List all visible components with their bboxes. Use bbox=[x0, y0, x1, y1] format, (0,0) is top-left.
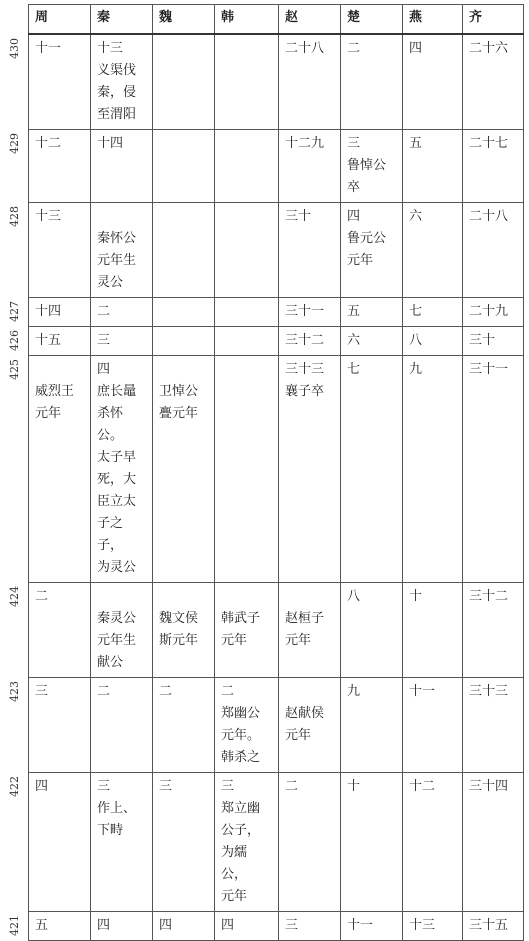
table-row bbox=[29, 327, 524, 356]
table-cell bbox=[153, 356, 215, 583]
cell-line bbox=[97, 206, 146, 228]
cell-line: 五 bbox=[347, 304, 361, 319]
cell-line bbox=[285, 586, 334, 608]
cell-line: 四 bbox=[221, 918, 235, 933]
table-cell bbox=[279, 130, 341, 203]
cell-line: 元年生 bbox=[97, 253, 137, 268]
table-cell bbox=[215, 298, 279, 327]
table-cell bbox=[91, 912, 153, 941]
cell-line: 元年 bbox=[285, 728, 312, 743]
cell-line: 二十七 bbox=[469, 136, 509, 151]
cell-line: 赵献侯 bbox=[285, 706, 325, 721]
table-cell bbox=[279, 298, 341, 327]
cell-line: 六 bbox=[347, 333, 361, 348]
cell-line bbox=[97, 586, 146, 608]
cell-line: 二 bbox=[221, 684, 235, 699]
cell-line bbox=[159, 359, 208, 381]
cell-line: 五 bbox=[409, 136, 423, 151]
table-cell bbox=[341, 298, 403, 327]
cell-line: 元年。 bbox=[221, 728, 261, 743]
table-cell bbox=[29, 327, 91, 356]
table-cell bbox=[341, 356, 403, 583]
table-row bbox=[29, 203, 524, 298]
table-cell bbox=[403, 912, 463, 941]
cell-line: 二 bbox=[97, 304, 111, 319]
cell-line: 灵公 bbox=[97, 275, 124, 290]
cell-line: 死，大 bbox=[97, 472, 137, 487]
cell-line: 下畤 bbox=[97, 823, 124, 838]
cell-line: 十二 bbox=[35, 136, 62, 151]
year-label: 427 bbox=[7, 301, 21, 322]
cell-line: 十三 bbox=[35, 209, 62, 224]
cell-line: 八 bbox=[347, 589, 361, 604]
table-cell bbox=[91, 34, 153, 130]
table-cell bbox=[91, 203, 153, 298]
header-zhou: 周 bbox=[29, 5, 91, 35]
table-cell bbox=[403, 356, 463, 583]
table-cell bbox=[341, 773, 403, 912]
cell-line: 二 bbox=[35, 589, 49, 604]
header-qin: 秦 bbox=[91, 5, 153, 35]
cell-line bbox=[35, 359, 84, 381]
table-cell bbox=[403, 678, 463, 773]
cell-line: 三 bbox=[97, 333, 111, 348]
year-label: 426 bbox=[7, 330, 21, 351]
cell-line: 四 bbox=[35, 779, 49, 794]
cell-line: 元年 bbox=[221, 889, 248, 904]
cell-line: 四 bbox=[97, 918, 111, 933]
table-cell bbox=[463, 203, 524, 298]
cell-line: 十三 bbox=[409, 918, 436, 933]
cell-line: 十四 bbox=[97, 136, 124, 151]
cell-line: 三十二 bbox=[285, 333, 325, 348]
table-cell bbox=[279, 356, 341, 583]
table-cell bbox=[153, 203, 215, 298]
cell-line: 二十九 bbox=[469, 304, 509, 319]
cell-line: 十一 bbox=[409, 684, 436, 699]
table-cell bbox=[29, 678, 91, 773]
cell-line: 三 bbox=[285, 918, 299, 933]
cell-line: 三十二 bbox=[469, 589, 509, 604]
cell-line: 二 bbox=[159, 684, 173, 699]
table-cell bbox=[341, 583, 403, 678]
cell-line: 元年 bbox=[285, 633, 312, 648]
header-row bbox=[29, 5, 524, 35]
cell-line: 郑立幽 bbox=[221, 801, 261, 816]
header-yan: 燕 bbox=[403, 5, 463, 35]
cell-line: 作上、 bbox=[97, 801, 137, 816]
table-cell bbox=[91, 327, 153, 356]
cell-line: 秦怀公 bbox=[97, 231, 137, 246]
table-cell bbox=[29, 298, 91, 327]
cell-line: 鲁元公 bbox=[347, 231, 387, 246]
cell-line: 威烈王 bbox=[35, 384, 75, 399]
cell-line: 三 bbox=[97, 779, 111, 794]
cell-line: 八 bbox=[409, 333, 423, 348]
table-cell bbox=[279, 773, 341, 912]
cell-line: 三 bbox=[159, 779, 173, 794]
cell-line: 五 bbox=[35, 918, 49, 933]
cell-line: 三 bbox=[221, 779, 235, 794]
table-cell bbox=[403, 298, 463, 327]
table-cell bbox=[215, 912, 279, 941]
year-label: 421 bbox=[7, 915, 21, 936]
cell-line: 十五 bbox=[35, 333, 62, 348]
table-cell bbox=[463, 678, 524, 773]
cell-line: 四 bbox=[347, 209, 361, 224]
cell-line: 义渠伐 bbox=[97, 63, 137, 78]
cell-line: 三十 bbox=[469, 333, 496, 348]
cell-line: 四 bbox=[409, 41, 423, 56]
cell-line: 韩杀之 bbox=[221, 750, 261, 765]
table-cell bbox=[215, 356, 279, 583]
cell-line: 赵桓子 bbox=[285, 611, 325, 626]
table-cell bbox=[91, 583, 153, 678]
cell-line: 臣立太 bbox=[97, 494, 137, 509]
cell-line: 九 bbox=[409, 362, 423, 377]
cell-line: 十一 bbox=[347, 918, 374, 933]
cell-line: 二十八 bbox=[285, 41, 325, 56]
table-cell bbox=[279, 583, 341, 678]
table-cell bbox=[403, 203, 463, 298]
cell-line: 十三 bbox=[97, 41, 124, 56]
cell-line: 元年 bbox=[347, 253, 374, 268]
table-row bbox=[29, 773, 524, 912]
table-cell bbox=[279, 912, 341, 941]
table-cell bbox=[403, 34, 463, 130]
cell-line: 十二九 bbox=[285, 136, 325, 151]
cell-line: 四 bbox=[97, 362, 111, 377]
cell-line: 七 bbox=[409, 304, 423, 319]
table-cell bbox=[403, 130, 463, 203]
cell-line: 十一 bbox=[35, 41, 62, 56]
table-cell bbox=[341, 34, 403, 130]
cell-line: 卒 bbox=[347, 180, 361, 195]
cell-line: 二十八 bbox=[469, 209, 509, 224]
table-cell bbox=[215, 34, 279, 130]
cell-line: 十 bbox=[347, 779, 361, 794]
table-cell bbox=[153, 773, 215, 912]
table-cell bbox=[29, 773, 91, 912]
table-cell bbox=[279, 678, 341, 773]
cell-line: 三十一 bbox=[469, 362, 509, 377]
cell-line: 七 bbox=[347, 362, 361, 377]
table-cell bbox=[29, 130, 91, 203]
cell-line: 公子， bbox=[221, 823, 261, 838]
cell-line: 子之子， bbox=[97, 516, 124, 553]
table-cell bbox=[91, 678, 153, 773]
cell-line: 为灵公 bbox=[97, 560, 137, 575]
cell-line: 九 bbox=[347, 684, 361, 699]
cell-line: 二 bbox=[285, 779, 299, 794]
table-cell bbox=[29, 34, 91, 130]
table-cell bbox=[29, 356, 91, 583]
cell-line: 襄子卒 bbox=[285, 384, 325, 399]
table-cell bbox=[341, 912, 403, 941]
cell-line: 三十五 bbox=[469, 918, 509, 933]
table-cell bbox=[215, 203, 279, 298]
table-cell bbox=[153, 34, 215, 130]
year-label: 429 bbox=[7, 133, 21, 154]
cell-line: 郑幽公 bbox=[221, 706, 261, 721]
header-wei: 魏 bbox=[153, 5, 215, 35]
cell-line bbox=[159, 586, 208, 608]
table-cell bbox=[403, 773, 463, 912]
cell-line: 元年生 bbox=[97, 633, 137, 648]
cell-line: 秦灵公 bbox=[97, 611, 137, 626]
year-label: 430 bbox=[7, 38, 21, 59]
table-cell bbox=[341, 203, 403, 298]
table-cell bbox=[153, 583, 215, 678]
cell-line: 庶长鼂 bbox=[97, 384, 137, 399]
table-cell bbox=[341, 678, 403, 773]
cell-line: 十四 bbox=[35, 304, 62, 319]
table-cell bbox=[91, 298, 153, 327]
year-label: 425 bbox=[7, 359, 21, 380]
cell-line: 亹元年 bbox=[159, 406, 199, 421]
cell-line: 三十一 bbox=[285, 304, 325, 319]
table-cell bbox=[463, 327, 524, 356]
table-cell bbox=[463, 130, 524, 203]
cell-line: 杀怀公。 bbox=[97, 406, 124, 443]
table-cell bbox=[29, 583, 91, 678]
table-cell bbox=[153, 678, 215, 773]
table-cell bbox=[91, 130, 153, 203]
header-zhao: 赵 bbox=[279, 5, 341, 35]
table-cell bbox=[29, 203, 91, 298]
cell-line: 三十 bbox=[285, 209, 312, 224]
table-cell bbox=[215, 327, 279, 356]
cell-line: 至渭阳 bbox=[97, 107, 137, 122]
cell-line: 六 bbox=[409, 209, 423, 224]
table-row bbox=[29, 356, 524, 583]
table-cell bbox=[403, 583, 463, 678]
cell-line: 三 bbox=[347, 136, 361, 151]
header-han: 韩 bbox=[215, 5, 279, 35]
cell-line: 秦，侵 bbox=[97, 85, 137, 100]
cell-line: 韩武子 bbox=[221, 611, 261, 626]
table-cell bbox=[279, 34, 341, 130]
table-row bbox=[29, 912, 524, 941]
cell-line: 卫悼公 bbox=[159, 384, 199, 399]
cell-line: 二 bbox=[347, 41, 361, 56]
table-row bbox=[29, 298, 524, 327]
table-cell bbox=[463, 912, 524, 941]
table-cell bbox=[153, 298, 215, 327]
year-label: 424 bbox=[7, 586, 21, 607]
table-cell bbox=[463, 34, 524, 130]
table-cell bbox=[341, 327, 403, 356]
table-cell bbox=[215, 130, 279, 203]
year-column bbox=[0, 0, 28, 936]
table-row bbox=[29, 34, 524, 130]
table-row bbox=[29, 130, 524, 203]
cell-line: 斯元年 bbox=[159, 633, 199, 648]
table-row bbox=[29, 583, 524, 678]
table-cell bbox=[91, 773, 153, 912]
cell-line: 三十三 bbox=[285, 362, 325, 377]
cell-line: 二 bbox=[97, 684, 111, 699]
cell-line: 元年 bbox=[35, 406, 62, 421]
cell-line bbox=[285, 681, 334, 703]
table-cell bbox=[463, 583, 524, 678]
table-cell bbox=[463, 773, 524, 912]
table-cell bbox=[91, 356, 153, 583]
table-cell bbox=[279, 203, 341, 298]
header-chu: 楚 bbox=[341, 5, 403, 35]
table-cell bbox=[215, 678, 279, 773]
cell-line: 太子早 bbox=[97, 450, 137, 465]
cell-line: 三 bbox=[35, 684, 49, 699]
cell-line: 十 bbox=[409, 589, 423, 604]
cell-line: 三十四 bbox=[469, 779, 509, 794]
table-cell bbox=[463, 356, 524, 583]
cell-line: 献公 bbox=[97, 655, 124, 670]
table-cell bbox=[153, 912, 215, 941]
table-cell bbox=[29, 912, 91, 941]
cell-line: 鲁悼公 bbox=[347, 158, 387, 173]
cell-line: 魏文侯 bbox=[159, 611, 199, 626]
year-label: 428 bbox=[7, 206, 21, 227]
table-cell bbox=[279, 327, 341, 356]
chronology-table bbox=[28, 4, 524, 941]
year-label: 423 bbox=[7, 681, 21, 702]
table-cell bbox=[403, 327, 463, 356]
table-cell bbox=[153, 130, 215, 203]
cell-line: 元年 bbox=[221, 633, 248, 648]
cell-line bbox=[221, 586, 272, 608]
table-cell bbox=[463, 298, 524, 327]
table-cell bbox=[215, 583, 279, 678]
header-qi: 齐 bbox=[463, 5, 524, 35]
cell-line: 三十三 bbox=[469, 684, 509, 699]
table-cell bbox=[215, 773, 279, 912]
cell-line: 四 bbox=[159, 918, 173, 933]
table-row bbox=[29, 678, 524, 773]
cell-line: 为繻公， bbox=[221, 845, 248, 882]
table-cell bbox=[341, 130, 403, 203]
year-label: 422 bbox=[7, 776, 21, 797]
cell-line: 十二 bbox=[409, 779, 436, 794]
table-cell bbox=[153, 327, 215, 356]
cell-line: 二十六 bbox=[469, 41, 509, 56]
